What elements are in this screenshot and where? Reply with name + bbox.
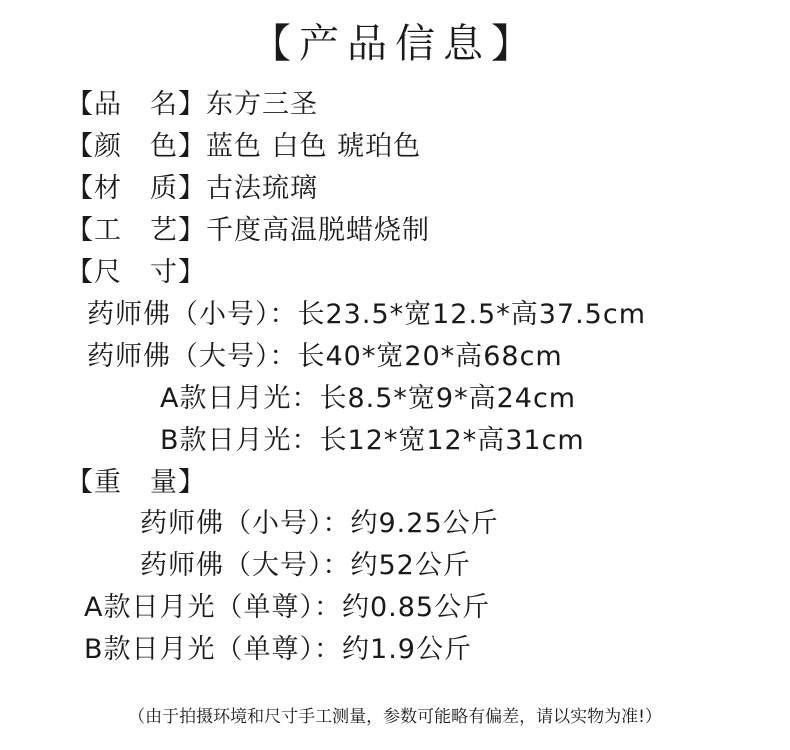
size-b-sun-moon: B款日月光：长12*宽12*高31cm (160, 425, 585, 456)
color-line: 【颜 色】蓝色 白色 琥珀色 (66, 131, 422, 162)
material-line: 【材 质】古法琉璃 (66, 173, 318, 204)
craft-line: 【工 艺】千度高温脱蜡烧制 (66, 215, 430, 246)
product-name-line: 【品 名】东方三圣 (66, 89, 318, 120)
size-small-buddha: 药师佛（小号）：长23.5*宽12.5*高37.5cm (87, 299, 646, 330)
weight-a-sun-moon: A款日月光（单尊）：约0.85公斤 (84, 592, 491, 623)
weight-b-sun-moon: B款日月光（单尊）：约1.9公斤 (84, 634, 472, 665)
size-a-sun-moon: A款日月光：长8.5*宽9*高24cm (160, 383, 577, 414)
weight-large-buddha: 药师佛（大号）：约52公斤 (140, 550, 471, 581)
size-large-buddha: 药师佛（大号）：长40*宽20*高68cm (87, 341, 563, 372)
weight-heading: 【重 量】 (66, 467, 206, 498)
size-heading: 【尺 寸】 (66, 257, 206, 288)
disclaimer-note: （由于拍摄环境和尺寸手工测量，参数可能略有偏差，请以实物为准!） (128, 707, 662, 727)
page-title: 【产品信息】 (251, 21, 539, 67)
weight-small-buddha: 药师佛（小号）：约9.25公斤 (140, 508, 499, 539)
